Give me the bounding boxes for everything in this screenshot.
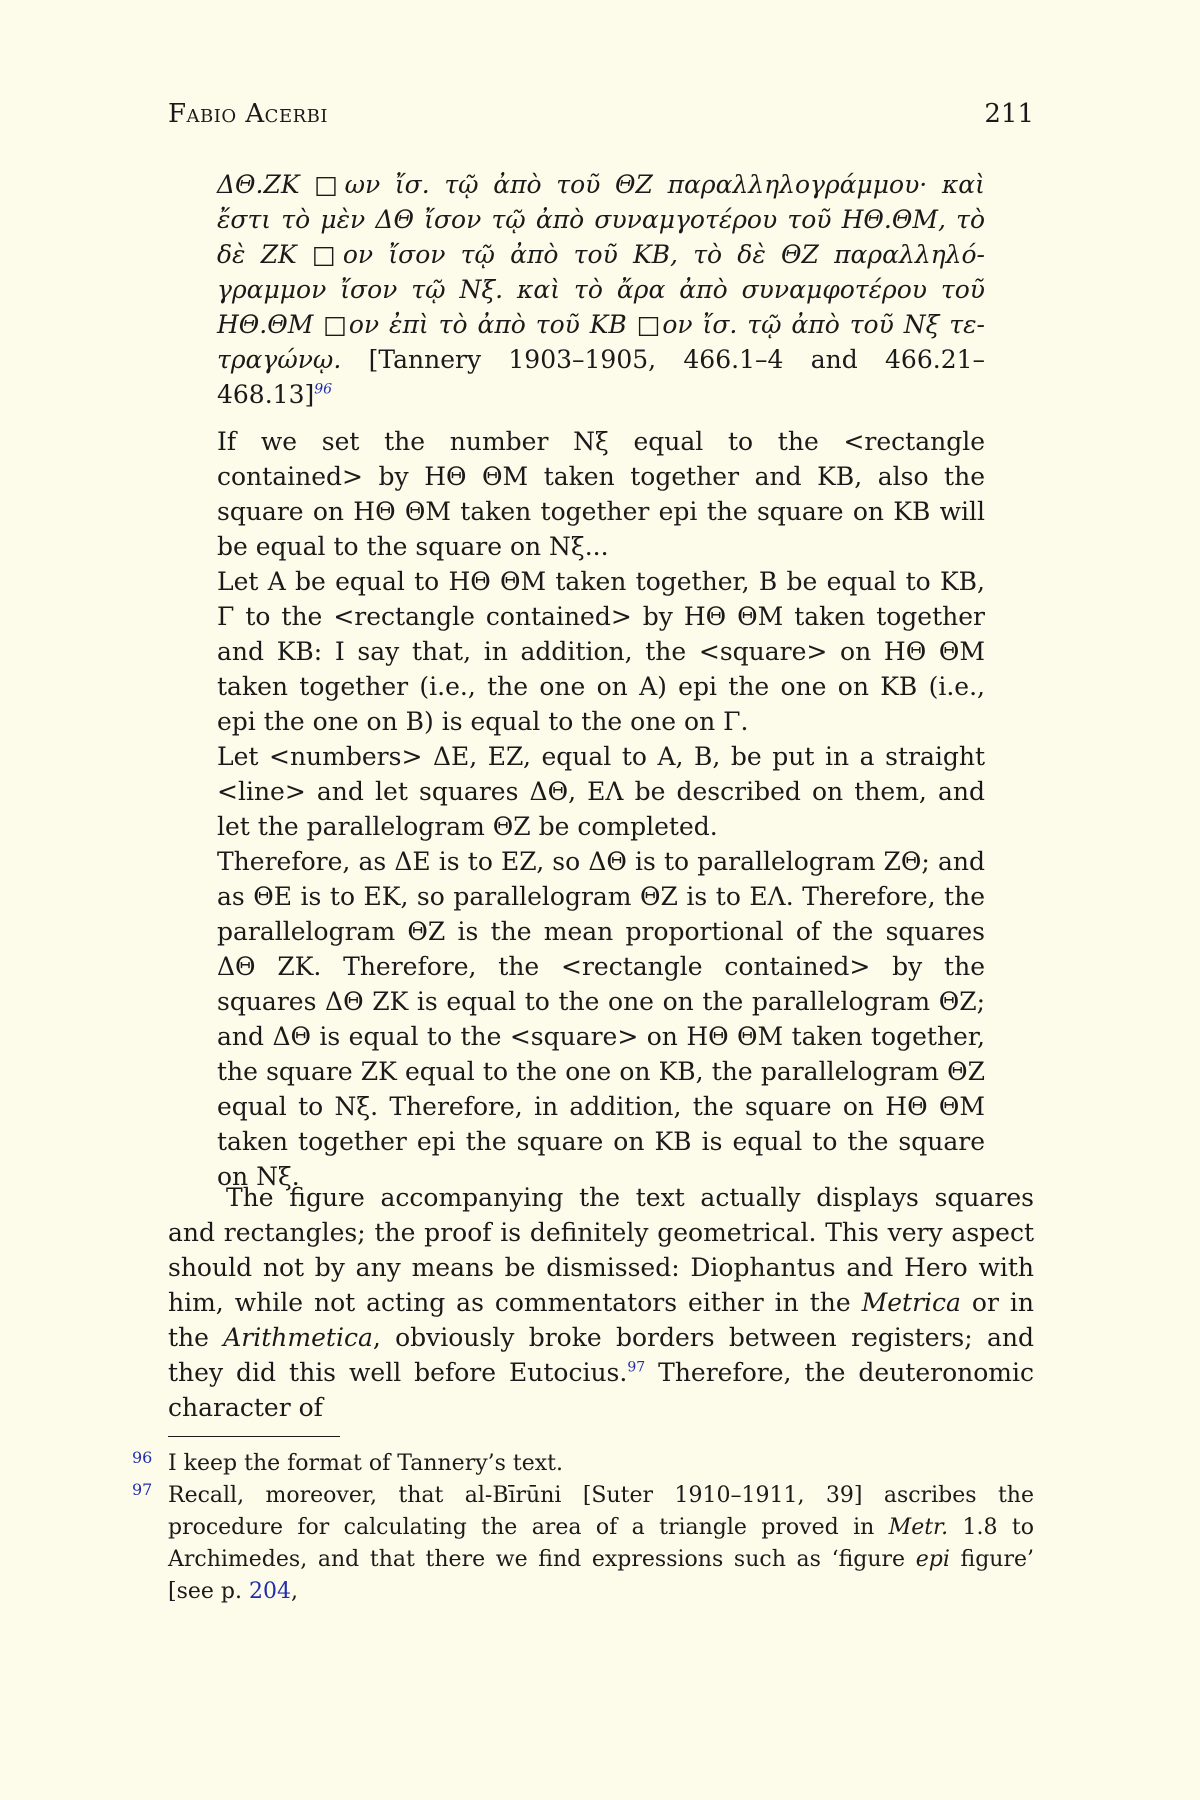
greek-quotation <box>217 167 985 412</box>
running-header <box>168 98 1034 130</box>
greek-line: ΔΘ.ZK □ων ἴσ. τῷ ἀπὸ τοῦ ΘZ παραλληλογράμμου· καὶ <box>217 170 985 199</box>
footnote-mark: 97 <box>132 1480 153 1499</box>
citation: [Tannery 1903–1905, 466.1–4 and 466.21–468.13] <box>217 345 986 409</box>
footnote-text: Recall, moreover, that al-Bīrūni [Suter 1910–1911, 39] ascribes the procedure for calculating the area of a triangle proved in <box>168 1483 1034 1540</box>
footnote-italic: Metr. <box>888 1515 949 1540</box>
greek-line: γραμμον ἴσον τῷ Nξ. καὶ τὸ ἄρα ἀπὸ συναμφοτέρου τοῦ <box>217 275 985 304</box>
title-metrica: Metrica <box>861 1288 961 1317</box>
block-quote <box>217 167 985 1194</box>
footnotes <box>132 1448 1034 1608</box>
translation-paragraph: If we set the number Nξ equal to the <rectangle contained> by HΘ ΘM taken together and KB, also the square on HΘ ΘM taken together epi the square on KB will be equal to the square on Nξ... <box>217 427 985 561</box>
body-paragraph <box>168 1180 1034 1425</box>
greek-line: τραγώνῳ. <box>217 345 342 374</box>
translation-paragraph: Let A be equal to HΘ ΘM taken together, B be equal to KB, Γ to the <rectangle contained> by HΘ ΘM taken together and KB: I say that, in addition, the <square> on HΘ ΘM taken together (i.e., the one on A) epi the one on KB (i.e., epi the one on B) is equal to the one on Γ. <box>217 567 985 736</box>
page-number: 211 <box>984 99 1034 129</box>
footnote-text: I keep the format of Tannery’s text. <box>168 1451 564 1476</box>
header-author: Fabio Acerbi <box>168 99 328 129</box>
body-text-span: The figure accompanying the text actually displays squares and rectangles; the proof is definitely geometrical. This very aspect should not by any means be dismissed: Diophantus and Hero with him, while not acting as commentators either in the <box>168 1183 1034 1317</box>
footnote-rule <box>168 1436 340 1437</box>
body-text-span: or in the <box>168 1288 1034 1352</box>
greek-line: HΘ.ΘM □ον ἐπὶ τὸ ἀπὸ τοῦ KB □ον ἴσ. τῷ ἀπὸ τοῦ Nξ τε- <box>217 310 985 339</box>
greek-line: τὸ δὲ ZK □ον ἴσον τῷ ἀπὸ τοῦ KB, τὸ δὲ ΘZ παραλληλό- <box>217 205 985 269</box>
greek-line: ἔστι τὸ μὲν ΔΘ ἴσον τῷ ἀπὸ συναμγοτέρου τοῦ HΘ.ΘM, <box>217 205 946 234</box>
footnote-text: figure’ [see p. <box>168 1547 1034 1604</box>
footnote-text: , <box>290 1579 298 1604</box>
body-text-span: Therefore, the deuteronomic character of <box>168 1358 1034 1422</box>
footnote-ref-96[interactable]: 96 <box>314 381 333 398</box>
page-ref-link[interactable]: 204 <box>248 1579 291 1604</box>
footnote-mark: 96 <box>132 1448 153 1467</box>
translation-paragraph: Therefore, as ΔE is to EZ, so ΔΘ is to parallelogram ZΘ; and as ΘE is to EK, so parallelogram ΘZ is to EΛ. Therefore, the parallelogram ΘZ is the mean proportional of the squares ΔΘ ZK. Therefore, the <rectangle contained> by the squares ΔΘ ZK is equal to the one on the parallelogram ΘZ; and ΔΘ is equal to the <square> on HΘ ΘM taken together, the square ZK equal to the one on KB, the parallelogram ΘZ equal to Nξ. Therefore, in addition, the square on HΘ ΘM taken together epi the square on KB is equal to the square on Nξ. <box>217 847 985 1191</box>
translation-paragraph: Let <numbers> ΔE, EZ, equal to A, B, be put in a straight <line> and let squares ΔΘ, EΛ be described on them, and let the parallelogram ΘZ be completed. <box>217 742 985 841</box>
footnote-96 <box>132 1448 1034 1480</box>
footnote-text: 1.8 to Archimedes, and that there we find expressions such as ‘figure <box>168 1515 1034 1572</box>
title-arithmetica: Arithmetica <box>223 1323 373 1352</box>
footnote-97 <box>132 1480 1034 1608</box>
body-text <box>168 1180 1034 1425</box>
body-text-span: , obviously broke borders between registers; and they did this well before Eutocius. <box>168 1323 1035 1387</box>
footnote-italic: epi <box>915 1547 950 1572</box>
translation <box>217 424 985 1194</box>
footnote-ref-97[interactable]: 97 <box>627 1359 646 1376</box>
